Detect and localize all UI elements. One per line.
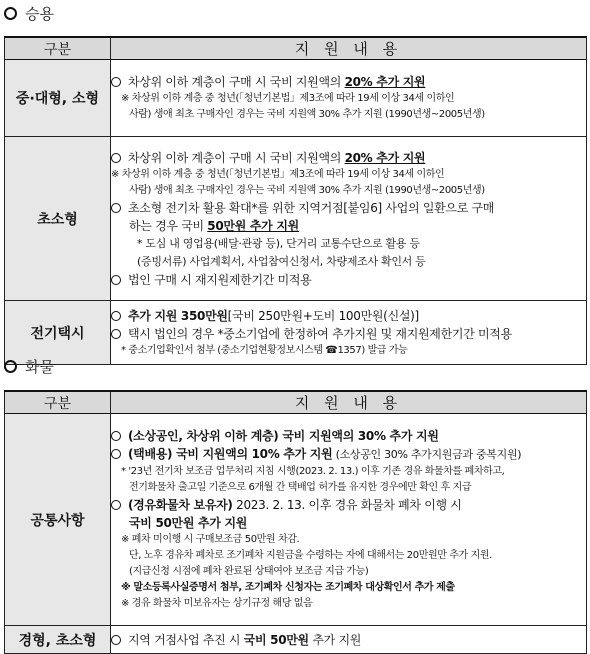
circle-bullet-icon — [111, 77, 121, 87]
list-item: (소상공인, 차상위 이하 계층) 국비 지원액의 30% 추가 지원 — [111, 427, 586, 445]
list-item: 초소형 전기차 활용 확대*를 위한 지역거점[붙임6] 사업의 일환으로 구매 — [111, 199, 586, 217]
content-cell — [111, 414, 587, 626]
table-row — [5, 137, 587, 301]
circle-bullet-icon — [111, 311, 121, 321]
table-row — [5, 301, 587, 365]
category-cell: 초소형 — [5, 137, 111, 301]
list-item: 차상위 이하 계층이 구매 시 국비 지원액의 20% 추가 지원 — [111, 73, 586, 91]
note-text: (증빙서류) 사업계획서, 사업참여신청서, 차량제조사 확인서 등 — [137, 254, 426, 268]
list-item: 추가 지원 350만원[국비 250만원+도비 100만원(신설)] — [111, 307, 586, 325]
passenger-support-table — [4, 36, 587, 365]
note-text: ※ 차상위 이하 계층 중 청년(「청년기본법」제3조에 따라 19세 이상 34세 이하인 — [121, 93, 455, 104]
category-cell: 경형, 초소형 — [5, 626, 111, 654]
circle-bullet-icon — [111, 153, 121, 163]
column-header-category: 구분 — [5, 391, 111, 414]
circle-bullet-icon — [111, 329, 121, 339]
note-text: * 중소기업확인서 첨부 (중소기업현황정보시스템 ☎1357) 발급 가능 — [121, 344, 408, 356]
section-title-text: 승용 — [25, 4, 54, 23]
note-text: ※ 말소등록사실증명서 첨부, 조기폐차 신청자는 조기폐차 대상확인서 추가 제출 — [121, 582, 455, 593]
note-text: ※ 경유 화물차 미보유자는 상기규정 해당 없음 — [121, 598, 313, 609]
circle-bullet-icon — [111, 275, 121, 285]
note-text: 단, 노후 경유차 폐차로 조기폐차 지원금을 수령하는 자에 대해서는 20만원만 추가 지원. — [129, 550, 492, 561]
note-text: 전기화물차 출고일 기준으로 6개월 간 택배업 허가를 유지한 경우에만 확인 후 지급 — [129, 482, 472, 493]
circle-bullet-icon — [111, 203, 121, 213]
list-item: 택시 법인의 경우 *중소기업에 한정하여 추가지원 및 재지원제한기간 미적용 — [111, 325, 586, 343]
circle-bullet-icon — [111, 431, 121, 441]
category-cell: 공통사항 — [5, 414, 111, 626]
list-item-continuation: 국비 50만원 추가 지원 — [129, 516, 248, 530]
list-item: 지역 거점사업 추진 시 국비 50만원 추가 지원 — [111, 631, 586, 649]
category-cell: 전기택시 — [5, 301, 111, 365]
table-row — [5, 60, 587, 137]
circle-bullet-icon — [111, 635, 121, 645]
content-cell — [111, 60, 587, 137]
column-header-category: 구분 — [5, 37, 111, 60]
list-item: 법인 구매 시 재지원제한기간 미적용 — [111, 271, 586, 289]
note-text: ※ 폐차 미이행 시 구매보조금 50만원 차감. — [121, 534, 300, 545]
list-item: (택배용) 국비 지원액의 10% 추가 지원 (소상공인 30% 추가지원금과 중복지원) — [111, 445, 586, 464]
table-row — [5, 414, 587, 626]
list-item: 차상위 이하 계층이 구매 시 국비 지원액의 20% 추가 지원 — [111, 149, 586, 167]
circle-bullet-icon — [4, 360, 17, 373]
note-text: (지급신청 시점에 폐차 완료된 상태여야 보조금 지급 가능) — [129, 566, 369, 577]
column-header-content: 지 원 내 용 — [111, 391, 587, 414]
category-cell: 중·대형, 소형 — [5, 60, 111, 137]
section-title-passenger — [4, 3, 54, 23]
circle-bullet-icon — [4, 7, 17, 20]
content-cell — [111, 301, 587, 365]
note-text: * '23년 전기차 보조금 업무처리 지침 시행(2023. 2. 13.) 이후 기존 경유 화물차를 폐차하고, — [121, 466, 505, 477]
section-title-cargo — [4, 356, 54, 376]
note-text: 사람) 생애 최초 구매자인 경우는 국비 지원액 30% 추가 지원 (1990년생~2005년생) — [129, 109, 485, 120]
note-text: * 도심 내 영업용(배달·관광 등), 단거리 교통수단으로 활용 등 — [137, 236, 420, 250]
note-text: ※ 차상위 이하 계층 중 청년(「청년기본법」제3조에 따라 19세 이상 34세 이하인 — [111, 168, 445, 180]
column-header-content: 지 원 내 용 — [111, 37, 587, 60]
note-text: 사람) 생애 최초 구매자인 경우는 국비 지원액 30% 추가 지원 (1990년생~2005년생) — [129, 184, 485, 196]
list-item: (경유화물차 보유자) 2023. 2. 13. 이후 경유 화물차 폐차 이행 시 — [111, 496, 586, 514]
circle-bullet-icon — [111, 500, 121, 510]
list-item-continuation: 하는 경우 국비 50만원 추가 지원 — [129, 218, 299, 233]
content-cell — [111, 626, 587, 654]
content-cell — [111, 137, 587, 301]
circle-bullet-icon — [111, 449, 121, 459]
table-row — [5, 626, 587, 654]
cargo-support-table — [4, 390, 587, 654]
section-title-text: 화물 — [25, 357, 54, 376]
